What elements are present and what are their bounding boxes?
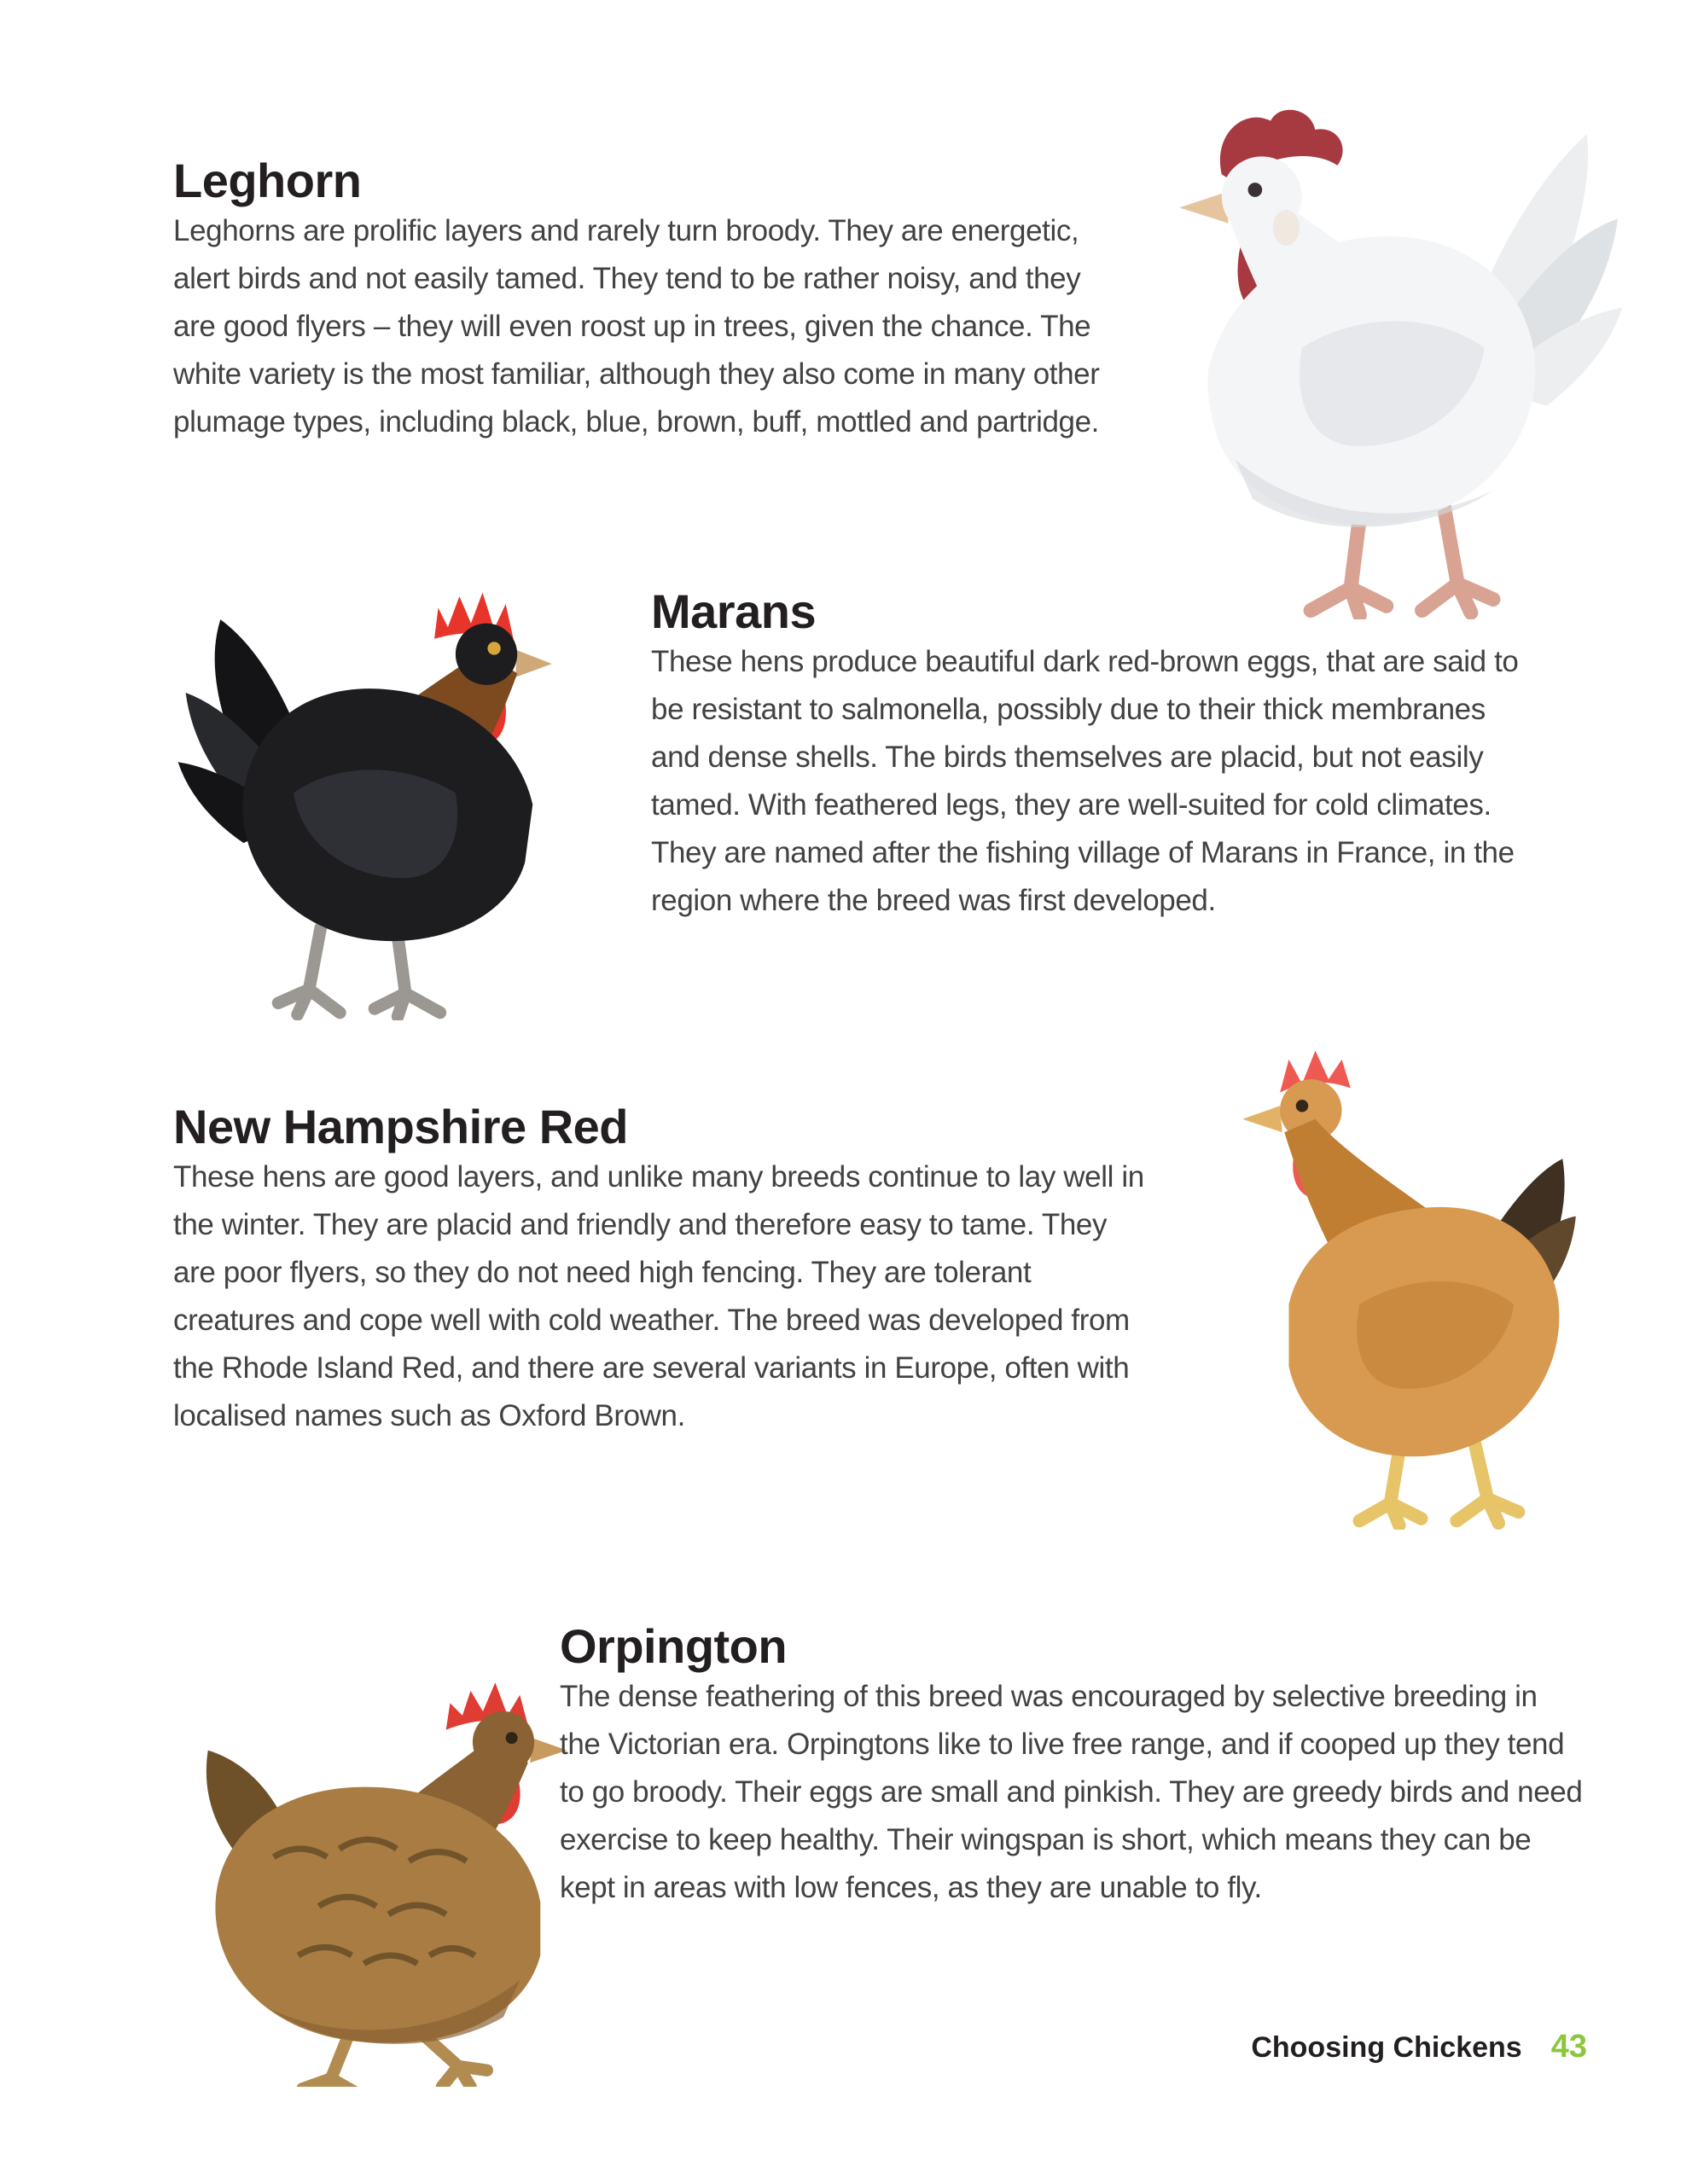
new-hampshire-red-hen-photo [1227, 1043, 1580, 1530]
orpington-heading: Orpington [560, 1619, 788, 1673]
leghorn-hen-photo [1146, 107, 1636, 619]
new-hampshire-red-hen-illustration [1227, 1043, 1580, 1530]
leghorn-heading: Leghorn [173, 154, 362, 207]
page-number: 43 [1550, 2029, 1587, 2065]
page-footer [1251, 2029, 1587, 2065]
marans-heading: Marans [651, 584, 817, 638]
chapter-title: Choosing Chickens [1251, 2031, 1522, 2064]
orpington-hen-photo [138, 1656, 590, 2087]
orpington-hen-illustration [138, 1656, 590, 2087]
section-marans [651, 585, 1521, 925]
marans-description: These hens produce beautiful dark red-brown eggs, that are said to be resistant to salmonella, possibly due to their thick membranes and dense shells. The birds themselves are placid, but not easily tamed. With feathered legs, they are well-suited for cold climates. They are named after the fishing village of Marans in France, in the region where the breed was first developed. [651, 645, 1519, 917]
section-leghorn [173, 154, 1112, 446]
leghorn-description: Leghorns are prolific layers and rarely turn broody. They are energetic, alert birds and not easily tamed. They tend to be rather noisy, and they are good flyers – they will even roost up in trees, given the chance. The white variety is the most familiar, although they also come in many other plumage types, including black, blue, brown, buff, mottled and partridge. [173, 214, 1100, 439]
new-hampshire-red-heading: New Hampshire Red [173, 1100, 628, 1153]
section-new-hampshire-red [173, 1101, 1154, 1440]
marans-hen-illustration [159, 577, 583, 1020]
orpington-description: The dense feathering of this breed was encouraged by selective breeding in the Victorian era. Orpingtons like to live free range, and if cooped up they tend to go broody. Their eggs are small and pinkish. They are greedy birds and need exercise to keep healthy. Their wingspan is short, which means they can be kept in areas with low fences, as they are unable to fly. [560, 1680, 1583, 1904]
section-orpington [560, 1620, 1584, 1912]
leghorn-hen-illustration [1146, 107, 1636, 619]
marans-hen-photo [159, 577, 583, 1020]
new-hampshire-red-description: These hens are good layers, and unlike many breeds continue to lay well in the winter. They are placid and friendly and therefore easy to tame. They are poor flyers, so they do not need high fencing. They are tolerant creatures and cope well with cold weather. The breed was developed from the Rhode Island Red, and there are several variants in Europe, often with localised names such as Oxford Brown. [173, 1160, 1144, 1432]
